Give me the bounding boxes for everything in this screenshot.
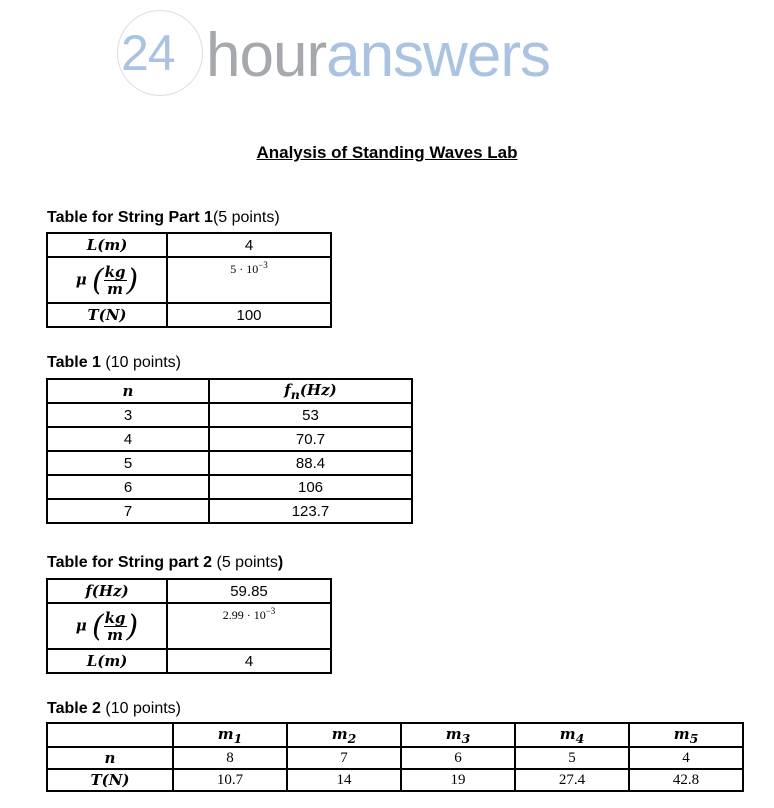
tension-cell: 10.7 (173, 769, 287, 791)
table-row (47, 649, 331, 673)
header-m4: $m_4$ (515, 723, 629, 747)
table2 (46, 722, 744, 792)
table-header-row (47, 723, 743, 747)
label-cell: L(m) (47, 233, 167, 257)
header-m3: $m_3$ (401, 723, 515, 747)
freq-cell: 123.7 (209, 499, 412, 523)
value-cell: 100 (167, 303, 331, 327)
freq-cell: 53 (209, 403, 412, 427)
header-m2: $m_2$ (287, 723, 401, 747)
empty-header (47, 723, 173, 747)
logo-number: 24 (121, 25, 175, 81)
n-cell: 7 (47, 499, 209, 523)
label-cell: L(m) (47, 649, 167, 673)
row-label: n (47, 747, 173, 769)
freq-cell: 88.4 (209, 451, 412, 475)
table-row (47, 257, 331, 303)
tension-cell: 27.4 (515, 769, 629, 791)
header-m1: $m_1$ (173, 723, 287, 747)
tension-cell: 42.8 (629, 769, 743, 791)
n-cell: 5 (47, 451, 209, 475)
table-header-row (47, 379, 412, 403)
freq-cell: 70.7 (209, 427, 412, 451)
header-fn: $f_n(Hz)$ (209, 379, 412, 403)
table-row (47, 579, 331, 603)
page-title: Analysis of Standing Waves Lab (256, 143, 518, 162)
n-cell: 8 (173, 747, 287, 769)
logo-word: houranswers (206, 21, 550, 90)
table1-caption: Table 1 (10 points) (47, 354, 181, 371)
table-row (47, 303, 331, 327)
header-m5: $m_5$ (629, 723, 743, 747)
n-cell: 5 (515, 747, 629, 769)
table-row (47, 499, 412, 523)
part1-caption: Table for String Part 1(5 points) (47, 209, 280, 226)
freq-cell: 106 (209, 475, 412, 499)
table-row (47, 603, 331, 649)
n-cell: 3 (47, 403, 209, 427)
table-row (47, 451, 412, 475)
table1 (46, 378, 413, 524)
part2-table (46, 578, 332, 674)
n-cell: 4 (47, 427, 209, 451)
table-row (47, 403, 412, 427)
value-cell: $5 \cdot 10^{-3}$ (167, 257, 331, 303)
value-cell: $2.99 \cdot 10^{-3}$ (167, 603, 331, 649)
header-n: n (47, 379, 209, 403)
mu-label-cell: μ ( $\frac{kg}{m}$ ) (47, 603, 167, 649)
table-row (47, 475, 412, 499)
label-cell: T(N) (47, 303, 167, 327)
table-row (47, 769, 743, 791)
n-cell: 4 (629, 747, 743, 769)
n-cell: 6 (47, 475, 209, 499)
n-cell: 7 (287, 747, 401, 769)
table2-caption: Table 2 (10 points) (47, 700, 181, 717)
value-cell: 4 (167, 649, 331, 673)
value-cell: 4 (167, 233, 331, 257)
mu-label-cell: μ ( $\frac{kg}{m}$ ) (47, 257, 167, 303)
table-row (47, 233, 331, 257)
row-label: T(N) (47, 769, 173, 791)
part1-table (46, 232, 332, 328)
table-row (47, 427, 412, 451)
tension-cell: 19 (401, 769, 515, 791)
value-cell: 59.85 (167, 579, 331, 603)
tension-cell: 14 (287, 769, 401, 791)
table-row (47, 747, 743, 769)
n-cell: 6 (401, 747, 515, 769)
part2-caption: Table for String part 2 (5 points) (47, 554, 284, 571)
label-cell: f(Hz) (47, 579, 167, 603)
